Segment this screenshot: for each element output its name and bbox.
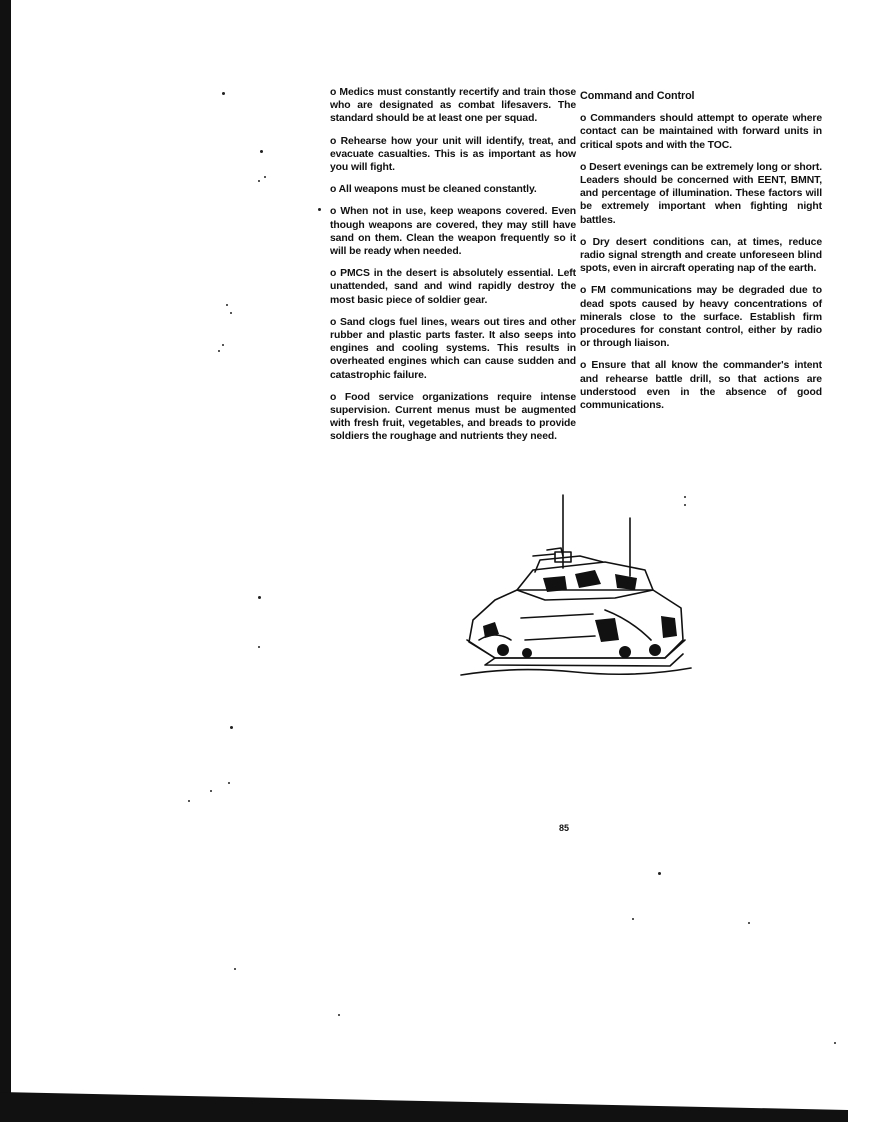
scan-speck [210, 790, 212, 792]
paragraph-sand-clogs: o Sand clogs fuel lines, wears out tires and other rubber and plastic parts faster. It also seeps into engines and cooling systems. This results in overheated engines which can cause sudden and catastrophic failure. [330, 316, 576, 381]
section-heading: Command and Control [580, 90, 695, 102]
scan-speck [230, 726, 233, 729]
paragraph-commanders-intent: o Ensure that all know the commander's intent and rehearse battle drill, so that actions are understood even in the absence of good communications. [580, 360, 822, 412]
paragraph-food-service: o Food service organizations require intense supervision. Current menus must be augmented with fresh fruit, vegetables, and breads to provide soldiers the roughage and nutrients they need. [330, 391, 576, 443]
paragraph-desert-evenings: o Desert evenings can be extremely long or short. Leaders should be concerned with EENT, BMNT, and percentage of illumination. These factors will be extremely important when fighting night battles. [580, 161, 822, 226]
page-number: 85 [559, 823, 570, 833]
left-column [330, 86, 576, 453]
paragraph-radio-signal: o Dry desert conditions can, at times, reduce radio signal strength and create unforeseen blind spots, even in aircraft operating nap of the earth. [580, 236, 822, 275]
scan-edge-bottom [0, 1092, 848, 1122]
scan-speck [834, 1042, 836, 1044]
scan-speck [258, 596, 261, 599]
scan-speck [658, 872, 661, 875]
tank-icon [455, 490, 695, 680]
scan-speck [338, 1014, 340, 1016]
paragraph-rehearse: o Rehearse how your unit will identify, treat, and evacuate casualties. This is as important as how you will fight. [330, 135, 576, 174]
scan-speck [218, 350, 220, 352]
scan-speck [234, 968, 236, 970]
paragraph-weapons-cleaned: o All weapons must be cleaned constantly. [330, 184, 537, 196]
scan-speck [230, 312, 232, 314]
paragraph-weapons-covered: o When not in use, keep weapons covered. Even though weapons are covered, they may still have sand on them. Clean the weapon frequently so it will be ready when needed. [330, 206, 576, 258]
scan-speck [222, 92, 225, 95]
paragraph-medics: o Medics must constantly recertify and train those who are designated as combat lifesavers. The standard should be at least one per squad. [330, 87, 576, 125]
scan-speck [684, 496, 686, 498]
scan-speck [222, 344, 224, 346]
scan-speck [684, 504, 686, 506]
right-column [580, 86, 822, 421]
scan-speck [264, 176, 266, 178]
scan-speck [226, 304, 228, 306]
scan-speck [260, 150, 263, 153]
scan-speck [632, 918, 634, 920]
paragraph-commanders: o Commanders should attempt to operate where contact can be maintained with forward units in critical spots and with the TOC. [580, 113, 822, 151]
scan-edge-left [0, 0, 11, 1098]
scan-speck [748, 922, 750, 924]
scan-speck [258, 646, 260, 648]
paragraph-fm-communications: o FM communications may be degraded due to dead spots caused by heavy concentrations of minerals close to the surface. Establish firm procedures for constant control, either by radio or through liaison. [580, 285, 822, 350]
paragraph-pmcs: o PMCS in the desert is absolutely essential. Left unattended, sand and wind rapidly destroy the most basic piece of soldier gear. [330, 268, 576, 306]
scan-speck [318, 208, 321, 211]
scan-speck [258, 180, 260, 182]
scan-speck [228, 782, 230, 784]
scan-speck [188, 800, 190, 802]
